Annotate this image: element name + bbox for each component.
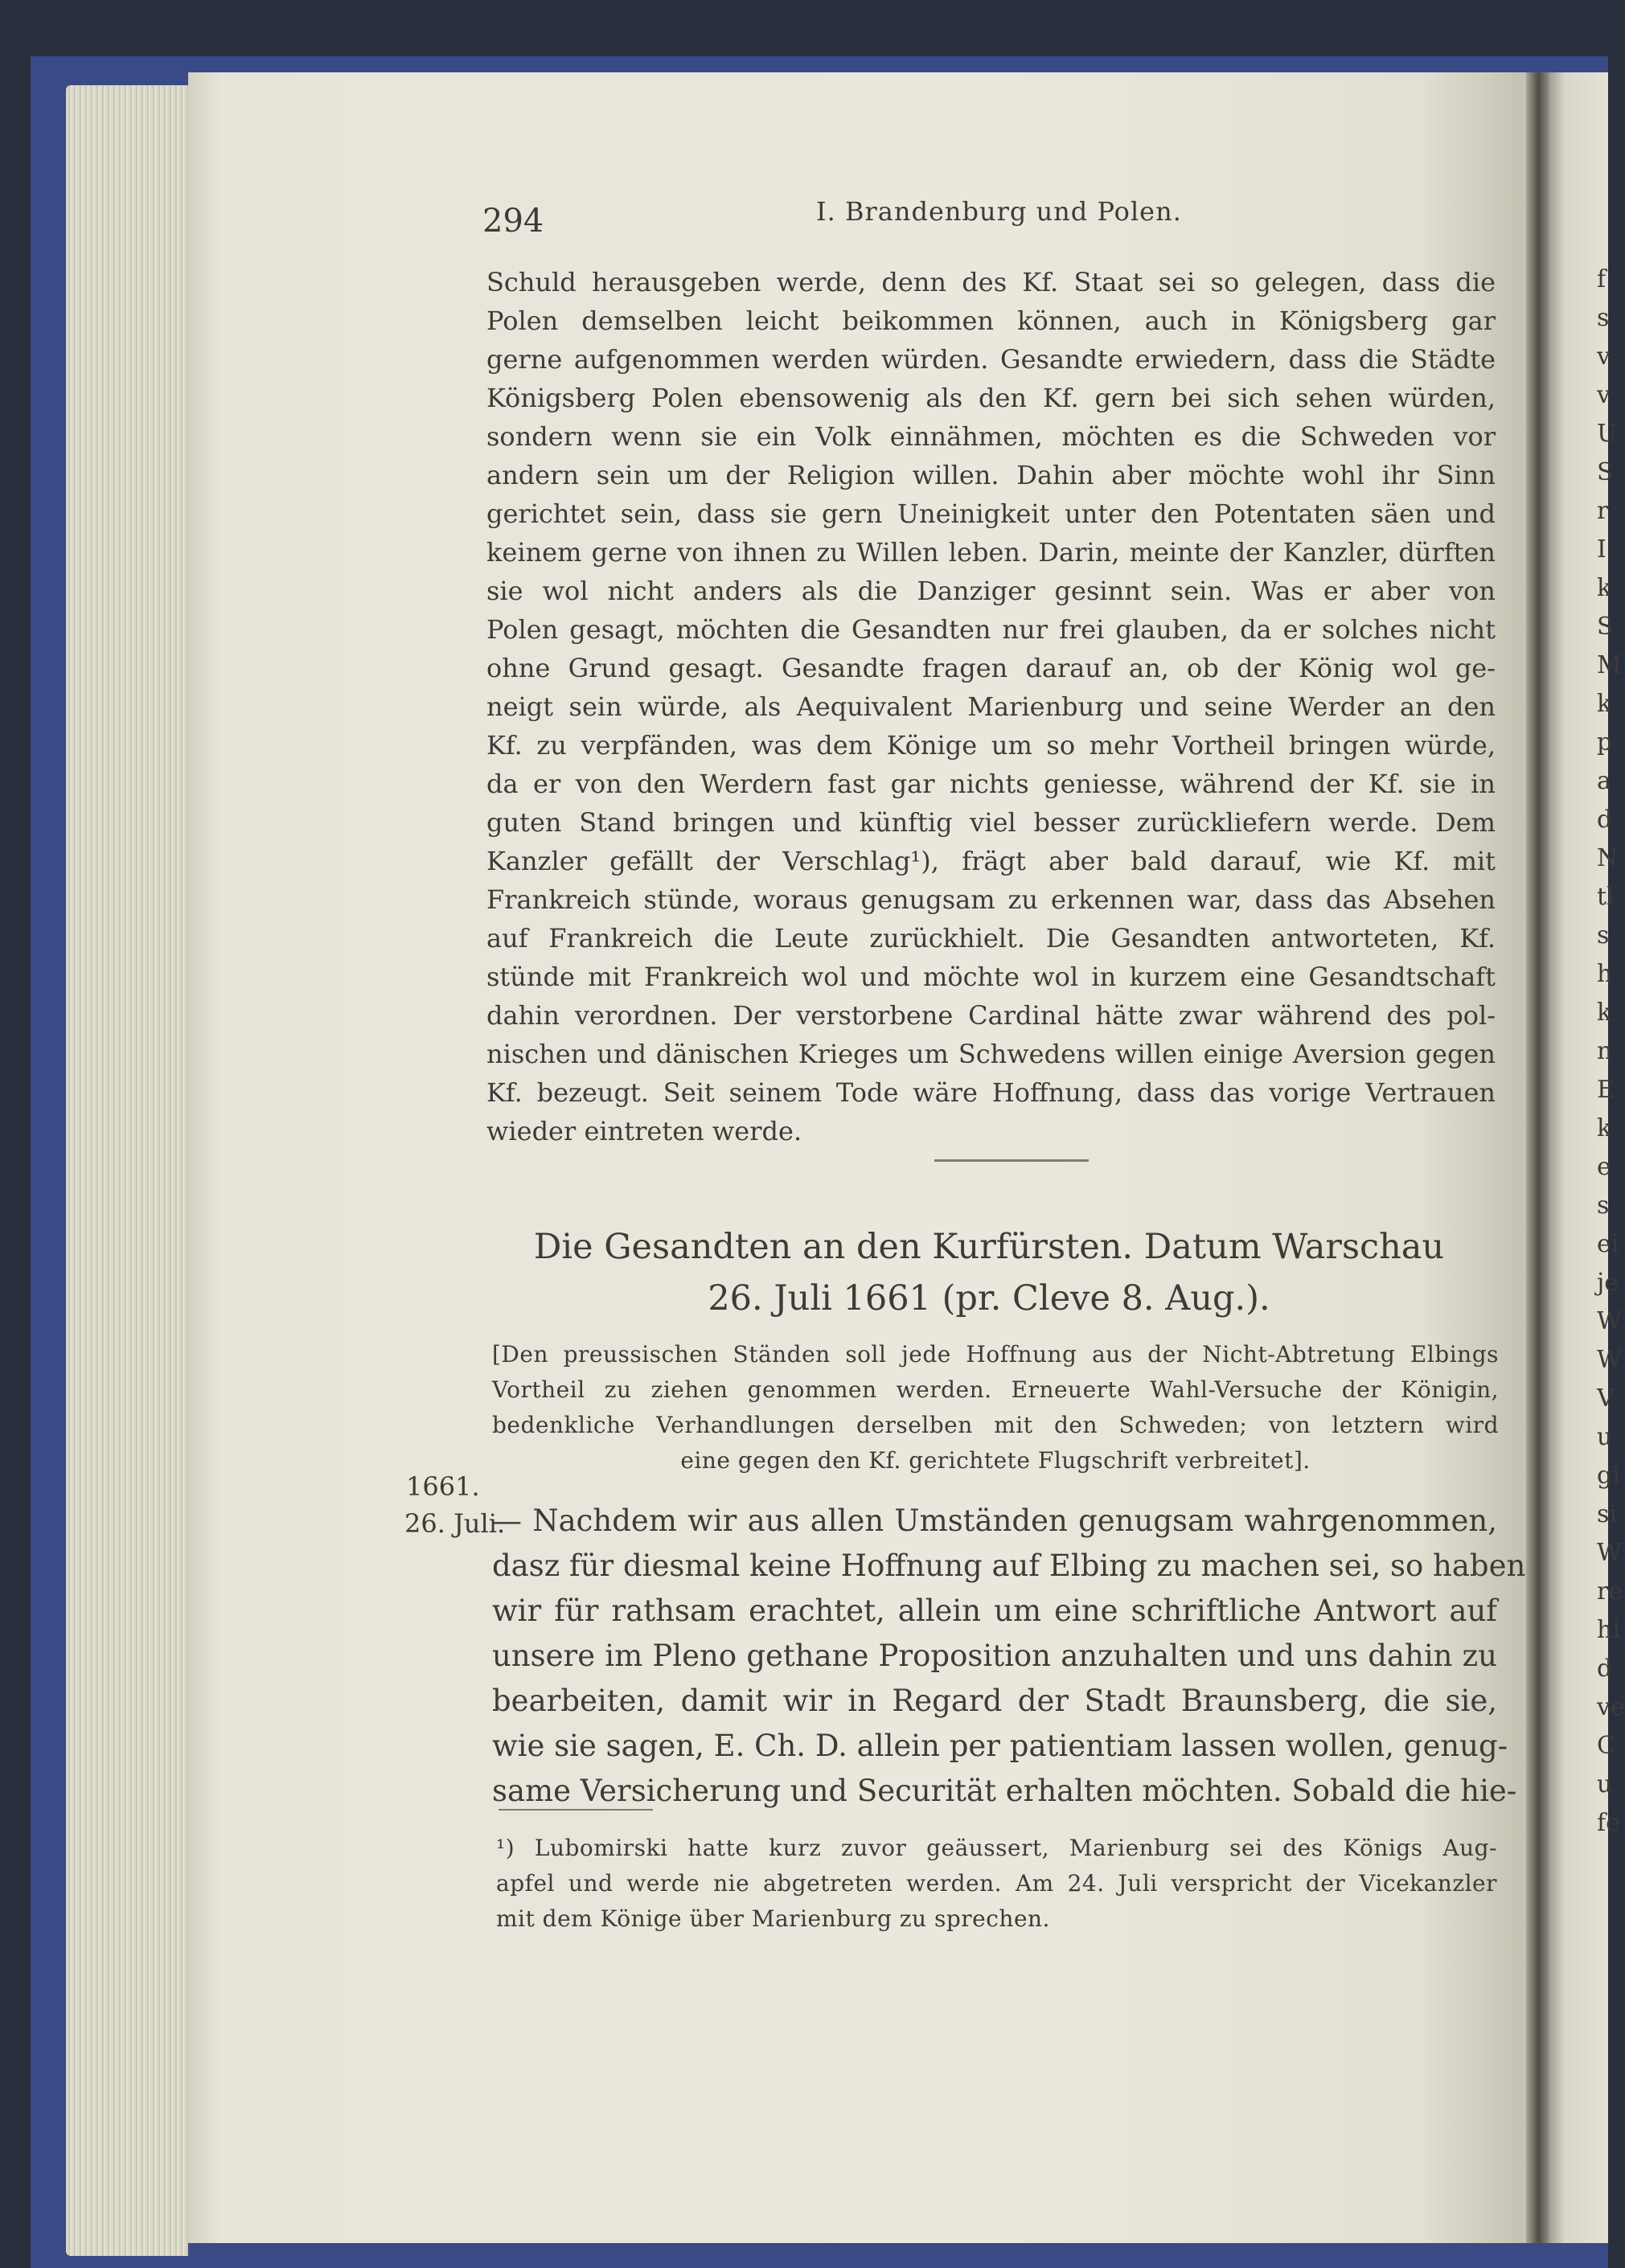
document-title: 26. Juli 1661 (pr. Cleve 8. Aug.). [708, 1278, 1270, 1319]
footnote-line: mit dem Könige über Marienburg zu sprechen. [496, 1905, 1050, 1932]
facing-page-fragment: k [1597, 999, 1612, 1027]
body-line: Kf. bezeugt. Seit seinem Tode wäre Hoffnung, dass das vorige Vertrauen [486, 1077, 1496, 1108]
body-line: Schuld herausgeben werde, denn des Kf. Staat sei so gelegen, dass die [486, 267, 1496, 297]
facing-page-fragment: U [1597, 420, 1618, 448]
body-line: dahin verordnen. Der verstorbene Cardinal hätte zwar während des pol- [486, 1000, 1496, 1031]
body-line: guten Stand bringen und künftig viel besser zurückliefern werde. Dem [486, 807, 1496, 838]
facing-page-fragment: a [1597, 767, 1611, 795]
body-line: stünde mit Frankreich wol und möchte wol in kurzem eine Gesandtschaft [486, 962, 1496, 992]
facing-page-fragment: n [1597, 1037, 1613, 1065]
facing-page-fragment: re [1597, 1577, 1623, 1606]
facing-page-fragment: h [1597, 960, 1613, 988]
facing-page-fragment: E [1597, 1076, 1615, 1104]
letter-line: wie sie sagen, E. Ch. D. allein per patientiam lassen wollen, genug- [492, 1729, 1508, 1763]
facing-page-fragment: W [1597, 1346, 1622, 1374]
facing-page-fragment: S [1597, 613, 1614, 641]
book-gutter [1526, 72, 1549, 2243]
facing-page-fragment: W [1597, 1307, 1622, 1335]
facing-page-fragment: si [1597, 1500, 1617, 1528]
facing-page-fragment: v [1597, 342, 1611, 371]
facing-page-fragment: d [1597, 1655, 1613, 1683]
facing-page-fragment: ei [1597, 1230, 1619, 1258]
body-line: Kf. zu verpfänden, was dem Könige um so mehr Vortheil bringen würde, [486, 730, 1496, 761]
facing-page-fragment: u [1597, 1770, 1613, 1798]
body-line: nischen und dänischen Krieges um Schwedens willen einige Aversion gegen [486, 1039, 1496, 1069]
facing-page-fragment: S [1597, 458, 1614, 486]
letter-line: wir für rathsam erachtet, allein um eine schriftliche Antwort auf [492, 1593, 1497, 1628]
facing-page-fragment: v [1597, 381, 1611, 409]
summary-line: Vortheil zu ziehen genommen werden. Erneuerte Wahl-Versuche der Königin, [492, 1376, 1499, 1403]
facing-page-fragment: r [1597, 497, 1609, 525]
body-line: auf Frankreich die Leute zurückhielt. Die Gesandten antworteten, Kf. [486, 923, 1496, 954]
section-separator [934, 1159, 1089, 1162]
body-line: andern sein um der Religion willen. Dahin aber möchte wohl ihr Sinn [486, 460, 1496, 490]
letter-line: same Versicherung und Securität erhalten möchten. Sobald die hie- [492, 1774, 1517, 1808]
facing-page-fragment: s [1597, 1191, 1610, 1220]
facing-page-fragment: V [1597, 1384, 1615, 1413]
facing-page-fragment: e [1597, 1153, 1611, 1181]
facing-page-fragment: gi [1597, 1462, 1620, 1490]
body-line: neigt sein würde, als Aequivalent Marienburg und seine Werder an den [486, 691, 1496, 722]
footnote-line: apfel und werde nie abgetreten werden. Am 24. Juli verspricht der Vicekanzler [496, 1870, 1497, 1897]
margin-date: 26. Juli. [404, 1508, 506, 1539]
letter-line: — Nachdem wir aus allen Umständen genugsam wahrgenommen, [492, 1503, 1497, 1538]
facing-page-fragment: je [1597, 1269, 1619, 1297]
footnote-line: ¹) Lubomirski hatte kurz zuvor geäussert, Marienburg sei des Königs Aug- [496, 1835, 1497, 1861]
facing-page-fragment: d [1597, 806, 1613, 834]
facing-page-fragment: f [1597, 265, 1607, 293]
facing-page-fragment: C [1597, 1732, 1615, 1760]
facing-page-fragment: k [1597, 1114, 1612, 1142]
body-line: sondern wenn sie ein Volk einnähmen, möchten es die Schweden vor [486, 421, 1496, 452]
facing-page-fragment: W [1597, 1539, 1622, 1567]
body-line: gerichtet sein, dass sie gern Uneinigkeit unter den Potentaten säen und [486, 498, 1496, 529]
body-line: da er von den Werdern fast gar nichts geniesse, während der Kf. sie in [486, 769, 1496, 799]
facing-page-fragment: I [1597, 535, 1607, 564]
body-line: Polen gesagt, möchten die Gesandten nur frei glauben, da er solches nicht [486, 614, 1496, 645]
facing-page-fragment: u [1597, 1423, 1613, 1451]
running-title: I. Brandenburg und Polen. [816, 196, 1182, 227]
facing-page-fragment: k [1597, 690, 1612, 718]
page-edges [66, 85, 188, 2256]
footnote-rule [499, 1809, 653, 1811]
facing-page-fragment: k [1597, 574, 1612, 602]
facing-page-fragment: hi [1597, 1616, 1620, 1644]
summary-line: [Den preussischen Ständen soll jede Hoffnung aus der Nicht-Abtretung Elbings [492, 1341, 1499, 1368]
facing-page-fragment: s [1597, 921, 1610, 949]
facing-page-fragment: tl [1597, 883, 1615, 911]
letter-line: unsere im Pleno gethane Proposition anzuhalten und uns dahin zu [492, 1638, 1497, 1673]
body-line: Polen demselben leicht beikommen können, auch in Königsberg gar [486, 306, 1496, 336]
body-line: Königsberg Polen ebensowenig als den Kf. gern bei sich sehen würden, [486, 383, 1496, 413]
body-line: Frankreich stünde, woraus genugsam zu erkennen war, dass das Absehen [486, 884, 1496, 915]
page-number: 294 [482, 203, 544, 240]
letter-line: dasz für diesmal keine Hoffnung auf Elbing zu machen sei, so haben [492, 1548, 1526, 1583]
body-line: keinem gerne von ihnen zu Willen leben. Darin, meinte der Kanzler, dürften [486, 537, 1496, 568]
summary-line: bedenkliche Verhandlungen derselben mit den Schweden; von letztern wird [492, 1412, 1499, 1438]
summary-line: eine gegen den Kf. gerichtete Flugschrift verbreitet]. [680, 1447, 1311, 1474]
facing-page-fragment: s [1597, 304, 1610, 332]
body-line: wieder eintreten werde. [486, 1116, 802, 1146]
body-line: ohne Grund gesagt. Gesandte fragen darauf an, ob der König wol ge- [486, 653, 1496, 683]
facing-page-fragment: M [1597, 651, 1622, 679]
letter-line: bearbeiten, damit wir in Regard der Stadt Braunsberg, die sie, [492, 1684, 1497, 1718]
body-line: sie wol nicht anders als die Danziger gesinnt sein. Was er aber von [486, 576, 1496, 606]
facing-page-fragment: ve [1597, 1693, 1625, 1721]
facing-page-fragment: p [1597, 728, 1613, 757]
margin-year: 1661. [406, 1471, 480, 1502]
facing-page-fragment: fe [1597, 1809, 1620, 1837]
body-line: gerne aufgenommen werden würden. Gesandte erwiedern, dass die Städte [486, 344, 1496, 375]
body-line: Kanzler gefällt der Verschlag¹), frägt aber bald darauf, wie Kf. mit [486, 846, 1496, 876]
facing-page-fragment: N [1597, 844, 1619, 872]
document-title: Die Gesandten an den Kurfürsten. Datum Warschau [533, 1227, 1445, 1267]
